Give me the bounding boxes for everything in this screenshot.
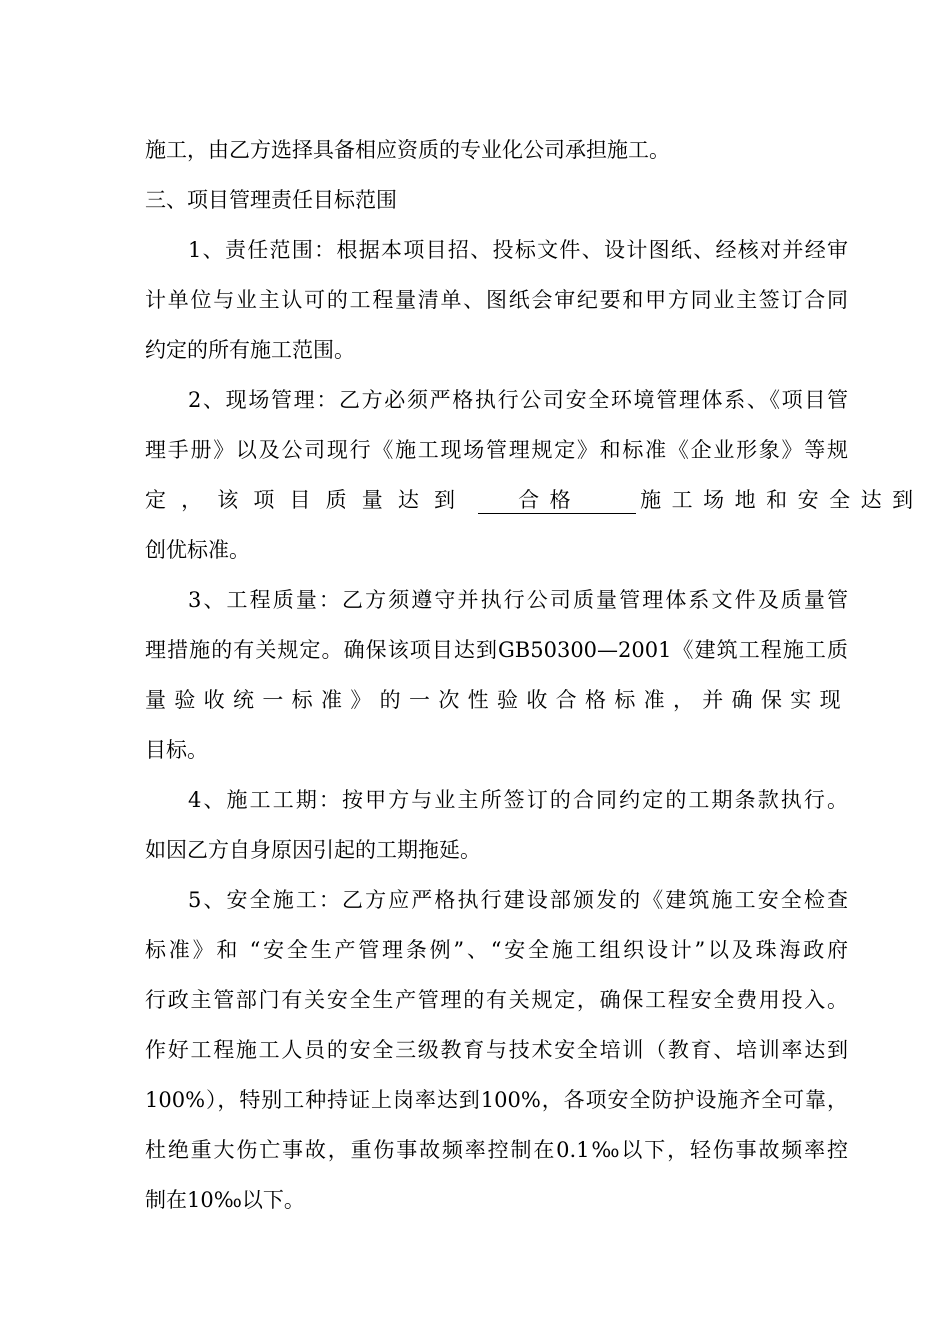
section-heading: 三、项目管理责任目标范围 xyxy=(145,188,397,212)
quality-target-value: 合格 xyxy=(518,488,582,512)
item-2-line-2: 理手册》以及公司现行《施工现场管理规定》和标准《企业形象》等规 xyxy=(145,438,848,462)
item-5-line-3: 行政主管部门有关安全生产管理的有关规定，确保工程安全费用投入。 xyxy=(145,988,848,1012)
item-1-line-3: 约定的所有施工范围。 xyxy=(145,338,355,362)
item-2-line-3 xyxy=(145,485,924,515)
quality-target-blank xyxy=(478,487,636,514)
item-1-line-1: 1、责任范围：根据本项目招、投标文件、设计图纸、经核对并经审 xyxy=(188,238,848,262)
item-4-line-1: 4、施工工期：按甲方与业主所签订的合同约定的工期条款执行。 xyxy=(188,788,848,812)
quality-prefix: 定，该项目质量达到 xyxy=(145,488,471,512)
paragraph-continuation: 施工，由乙方选择具备相应资质的专业化公司承担施工。 xyxy=(145,138,670,162)
item-3-line-2: 理措施的有关规定。确保该项目达到GB50300—2001《建筑工程施工质 xyxy=(145,638,848,662)
item-1-line-2: 计单位与业主认可的工程量清单、图纸会审纪要和甲方同业主签订合同 xyxy=(145,288,848,312)
item-5-line-1: 5、安全施工：乙方应严格执行建设部颁发的《建筑施工安全检查 xyxy=(188,888,848,912)
item-5-line-4: 作好工程施工人员的安全三级教育与技术安全培训（教育、培训率达到 xyxy=(145,1038,848,1062)
item-3-line-3: 量验收统一标准》的一次性验收合格标准，并确保实现 xyxy=(145,688,848,712)
item-2-line-1: 2、现场管理：乙方必须严格执行公司安全环境管理体系、《项目管 xyxy=(188,388,848,412)
item-5-line-7: 制在10‰以下。 xyxy=(145,1188,305,1212)
item-5-line-5: 100%），特别工种持证上岗率达到100%，各项安全防护设施齐全可靠， xyxy=(145,1088,848,1112)
item-3-line-4: 目标。 xyxy=(145,738,208,762)
item-5-line-2: 标准》和 “安全生产管理条例”、“安全施工组织设计”以及珠海政府 xyxy=(145,938,848,962)
item-5-line-6: 杜绝重大伤亡事故，重伤事故频率控制在0.1‰以下，轻伤事故频率控 xyxy=(145,1138,848,1162)
quality-suffix: 施工场地和安全达到 xyxy=(640,488,924,512)
item-2-line-4: 创优标准。 xyxy=(145,538,250,562)
item-3-line-1: 3、工程质量：乙方须遵守并执行公司质量管理体系文件及质量管 xyxy=(188,588,848,612)
item-4-line-2: 如因乙方自身原因引起的工期拖延。 xyxy=(145,838,481,862)
